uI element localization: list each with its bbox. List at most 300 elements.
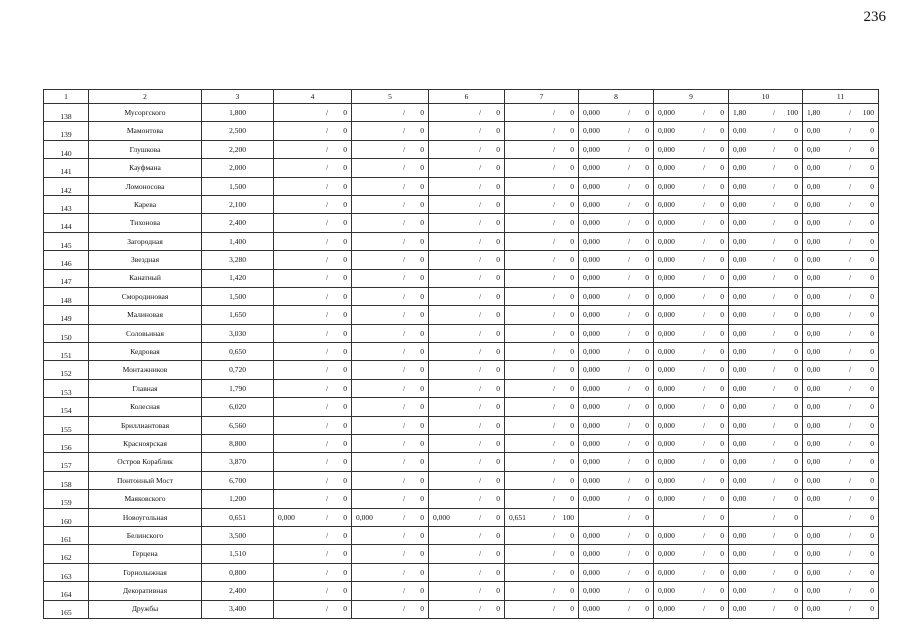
value-right: 0 [720,604,724,614]
length-cell-text: 3,030 [229,328,246,338]
value-right: 0 [343,438,347,448]
value-left: 0,000 [658,457,675,467]
slash-separator: / [325,383,329,393]
value-right: 0 [720,383,724,393]
street-name-cell-text: Главная [132,383,158,393]
value-right: 0 [645,347,649,357]
value-right: 0 [343,181,347,191]
value-left: 0,00 [807,457,821,467]
length-cell [202,343,274,361]
slash-separator: / [478,494,482,504]
slash-separator: / [478,107,482,117]
length-cell [202,251,274,269]
slash-separator: / [772,567,776,577]
value-right: 0 [870,420,874,430]
row-number-cell-text: 150 [60,332,72,342]
value-right: 0 [645,402,649,412]
value-right: 0 [570,494,574,504]
value-pair-cell [579,526,654,544]
value-pair-cell [803,379,879,397]
slash-separator: / [325,438,329,448]
slash-separator: / [478,255,482,265]
slash-separator: / [772,181,776,191]
slash-separator: / [627,181,631,191]
table-row [44,361,879,379]
slash-separator: / [848,236,852,246]
value-pair-cell [654,159,729,177]
slash-separator: / [702,604,706,614]
row-number-cell-text: 157 [60,461,72,471]
value-pair-cell [505,471,579,489]
value-right: 0 [794,347,798,357]
value-pair-cell [579,177,654,195]
street-name-cell-text: Кауфмана [129,163,161,173]
value-right: 0 [720,236,724,246]
value-pair-cell [803,122,879,140]
value-left: 0,000 [658,347,675,357]
length-cell [202,416,274,434]
street-name-cell-text: Глушкова [129,144,161,154]
street-name-cell-text: Колесная [130,402,160,412]
value-pair-cell [729,435,803,453]
slash-separator: / [848,107,852,117]
value-pair-cell [654,379,729,397]
slash-separator: / [848,549,852,559]
value-right: 0 [870,347,874,357]
value-right: 0 [420,530,424,540]
value-pair-cell [803,177,879,195]
value-left: 0,000 [583,347,600,357]
value-right: 0 [343,218,347,228]
value-pair-cell [352,214,429,232]
slash-separator: / [325,273,329,283]
value-left: 0,000 [583,494,600,504]
value-left: 0,00 [807,273,821,283]
value-left: 0,000 [658,586,675,596]
row-number-cell-text: 145 [60,240,72,250]
slash-separator: / [772,347,776,357]
slash-separator: / [702,144,706,154]
slash-separator: / [402,365,406,375]
street-name-cell [89,287,202,305]
slash-separator: / [402,218,406,228]
value-right: 0 [645,273,649,283]
value-pair-cell [274,435,352,453]
slash-separator: / [402,199,406,209]
street-name-cell [89,453,202,471]
value-pair-cell [579,435,654,453]
value-left: 0,00 [733,328,747,338]
slash-separator: / [848,144,852,154]
value-pair-cell [429,269,505,287]
value-right: 0 [870,365,874,375]
length-cell [202,306,274,324]
slash-separator: / [552,328,556,338]
slash-separator: / [627,255,631,265]
slash-separator: / [848,218,852,228]
value-right: 0 [343,126,347,136]
value-right: 0 [794,530,798,540]
slash-separator: / [478,273,482,283]
value-pair-cell [579,214,654,232]
value-right: 0 [645,604,649,614]
slash-separator: / [478,163,482,173]
value-pair-cell [579,379,654,397]
value-right: 0 [870,144,874,154]
slash-separator: / [478,604,482,614]
value-right: 0 [343,144,347,154]
value-right: 0 [496,475,500,485]
value-pair-cell [274,526,352,544]
value-pair-cell [352,361,429,379]
value-right: 0 [496,567,500,577]
value-left: 0,00 [807,347,821,357]
value-left: 0,00 [733,494,747,504]
value-left: 0,00 [733,438,747,448]
table-row [44,287,879,305]
length-cell-text: 0,720 [229,365,246,375]
length-cell [202,563,274,581]
slash-separator: / [478,438,482,448]
value-left: 0,000 [583,586,600,596]
value-pair-cell [505,343,579,361]
slash-separator: / [627,549,631,559]
value-right: 0 [420,475,424,485]
value-pair-cell [803,251,879,269]
table-row [44,140,879,158]
value-left: 0,00 [807,218,821,228]
value-left: 0,00 [733,181,747,191]
slash-separator: / [702,199,706,209]
slash-separator: / [402,420,406,430]
value-right: 0 [420,163,424,173]
value-right: 0 [496,457,500,467]
slash-separator: / [325,494,329,504]
value-pair-cell [654,545,729,563]
length-cell-text: 2,100 [229,199,246,209]
value-pair-cell [429,526,505,544]
slash-separator: / [702,402,706,412]
value-pair-cell [274,508,352,526]
slash-separator: / [627,365,631,375]
value-pair-cell [352,416,429,434]
value-pair-cell [352,195,429,213]
slash-separator: / [702,512,706,522]
value-pair-cell [274,398,352,416]
length-cell-text: 3,280 [229,255,246,265]
value-right: 0 [870,199,874,209]
value-right: 0 [794,402,798,412]
value-left: 0,00 [807,199,821,209]
value-pair-cell [579,104,654,122]
slash-separator: / [402,512,406,522]
row-number-cell-text: 158 [60,479,72,489]
slash-separator: / [478,383,482,393]
value-right: 0 [794,457,798,467]
value-pair-cell [274,324,352,342]
value-right: 0 [420,310,424,320]
row-number-cell [44,361,89,379]
value-right: 0 [496,604,500,614]
value-right: 0 [720,218,724,228]
value-pair-cell [579,453,654,471]
value-left: 0,00 [807,402,821,412]
value-pair-cell [274,214,352,232]
value-right: 0 [496,586,500,596]
value-right: 0 [720,549,724,559]
slash-separator: / [552,199,556,209]
value-left: 0,000 [658,291,675,301]
slash-separator: / [848,494,852,504]
value-pair-cell [429,287,505,305]
street-name-cell [89,251,202,269]
value-left: 0,00 [807,420,821,430]
value-right: 0 [420,457,424,467]
slash-separator: / [325,181,329,191]
value-right: 0 [343,567,347,577]
row-number-cell-text: 140 [60,148,72,158]
slash-separator: / [627,475,631,485]
slash-separator: / [702,530,706,540]
slash-separator: / [702,567,706,577]
value-pair-cell [274,104,352,122]
slash-separator: / [402,328,406,338]
slash-separator: / [702,383,706,393]
table-row [44,600,879,618]
value-right: 100 [562,512,574,522]
slash-separator: / [402,604,406,614]
slash-separator: / [402,144,406,154]
value-right: 0 [794,310,798,320]
value-right: 0 [343,255,347,265]
length-cell-text: 3,870 [229,457,246,467]
slash-separator: / [552,236,556,246]
value-pair-cell [654,306,729,324]
slash-separator: / [325,255,329,265]
value-pair-cell [579,159,654,177]
value-right: 0 [496,365,500,375]
street-name-cell-text: Декоративная [122,586,168,596]
table-row [44,214,879,232]
value-right: 0 [794,420,798,430]
slash-separator: / [402,494,406,504]
value-pair-cell [729,379,803,397]
street-name-cell-text: Горнолыжная [123,567,167,577]
value-right: 0 [794,365,798,375]
value-right: 0 [720,365,724,375]
value-right: 0 [420,255,424,265]
value-right: 0 [570,126,574,136]
value-pair-cell [429,361,505,379]
value-pair-cell [352,508,429,526]
value-pair-cell [429,306,505,324]
value-right: 0 [570,310,574,320]
value-pair-cell [729,122,803,140]
value-pair-cell [352,343,429,361]
value-right: 0 [420,420,424,430]
row-number-cell-text: 138 [60,111,72,121]
table-row [44,122,879,140]
slash-separator: / [552,144,556,154]
slash-separator: / [325,310,329,320]
value-right: 0 [870,438,874,448]
length-cell [202,471,274,489]
value-pair-cell [505,379,579,397]
value-right: 0 [794,273,798,283]
slash-separator: / [325,291,329,301]
value-left: 0,000 [583,328,600,338]
slash-separator: / [552,383,556,393]
slash-separator: / [702,365,706,375]
value-pair-cell [654,269,729,287]
slash-separator: / [702,255,706,265]
value-right: 0 [420,438,424,448]
value-pair-cell [729,251,803,269]
value-right: 0 [496,328,500,338]
street-name-cell-text: Канатный [129,273,161,283]
street-name-cell [89,435,202,453]
row-number-cell [44,490,89,508]
column-header: 1 [44,90,89,104]
street-name-cell [89,416,202,434]
value-pair-cell [429,508,505,526]
length-cell [202,545,274,563]
slash-separator: / [552,494,556,504]
slash-separator: / [702,347,706,357]
value-left: 0,00 [807,475,821,485]
street-name-cell-text: Тихонова [129,218,161,228]
value-pair-cell [274,600,352,618]
row-number-cell-text: 165 [60,608,72,618]
value-right: 0 [343,273,347,283]
value-pair-cell [274,343,352,361]
value-pair-cell [579,140,654,158]
value-pair-cell [803,214,879,232]
value-right: 0 [870,236,874,246]
value-right: 0 [570,549,574,559]
street-name-cell-text: Малиновая [127,310,163,320]
row-number-cell [44,251,89,269]
value-pair-cell [579,563,654,581]
slash-separator: / [772,438,776,448]
value-left: 0,00 [807,255,821,265]
row-number-cell-text: 148 [60,295,72,305]
value-left: 0,000 [583,144,600,154]
value-pair-cell [803,508,879,526]
slash-separator: / [552,438,556,448]
header-row [44,90,879,104]
length-cell-text: 0,651 [229,512,246,522]
slash-separator: / [702,273,706,283]
slash-separator: / [627,402,631,412]
value-left: 0,00 [807,438,821,448]
value-right: 0 [496,144,500,154]
value-right: 0 [794,236,798,246]
value-left: 0,000 [583,199,600,209]
length-cell [202,508,274,526]
slash-separator: / [325,199,329,209]
value-right: 0 [496,218,500,228]
length-cell [202,435,274,453]
value-left: 0,00 [733,310,747,320]
column-header: 5 [352,90,429,104]
value-pair-cell [429,582,505,600]
value-pair-cell [429,435,505,453]
value-right: 0 [570,107,574,117]
slash-separator: / [325,530,329,540]
street-name-cell [89,122,202,140]
street-name-cell [89,508,202,526]
value-pair-cell [654,195,729,213]
slash-separator: / [325,107,329,117]
row-number-cell-text: 153 [60,387,72,397]
slash-separator: / [772,107,776,117]
value-pair-cell [429,159,505,177]
street-name-cell [89,104,202,122]
length-cell-text: 6,560 [229,420,246,430]
street-name-cell [89,471,202,489]
value-right: 0 [420,567,424,577]
slash-separator: / [772,199,776,209]
value-pair-cell [352,269,429,287]
value-right: 0 [720,107,724,117]
value-pair-cell [505,159,579,177]
slash-separator: / [772,126,776,136]
value-right: 0 [870,549,874,559]
value-right: 0 [343,199,347,209]
slash-separator: / [552,347,556,357]
value-pair-cell [352,306,429,324]
value-left: 0,00 [807,530,821,540]
value-left: 0,000 [583,475,600,485]
value-pair-cell [803,545,879,563]
value-right: 0 [343,107,347,117]
slash-separator: / [552,107,556,117]
slash-separator: / [402,163,406,173]
value-right: 0 [720,163,724,173]
value-left: 0,00 [733,457,747,467]
value-left: 0,000 [583,291,600,301]
value-right: 0 [496,181,500,191]
value-pair-cell [352,177,429,195]
value-left: 0,000 [583,218,600,228]
value-pair-cell [654,140,729,158]
table-row [44,471,879,489]
value-right: 0 [794,512,798,522]
value-pair-cell [579,471,654,489]
length-cell [202,177,274,195]
value-right: 0 [496,199,500,209]
row-number-cell [44,232,89,250]
value-left: 0,00 [733,273,747,283]
slash-separator: / [478,457,482,467]
slash-separator: / [478,420,482,430]
length-cell-text: 1,790 [229,383,246,393]
slash-separator: / [325,549,329,559]
slash-separator: / [325,604,329,614]
slash-separator: / [627,236,631,246]
slash-separator: / [627,291,631,301]
slash-separator: / [702,438,706,448]
length-cell-text: 2,400 [229,586,246,596]
slash-separator: / [627,273,631,283]
row-number-cell-text: 143 [60,203,72,213]
value-right: 0 [870,475,874,485]
slash-separator: / [552,420,556,430]
value-pair-cell [654,416,729,434]
slash-separator: / [772,586,776,596]
value-right: 0 [420,328,424,338]
